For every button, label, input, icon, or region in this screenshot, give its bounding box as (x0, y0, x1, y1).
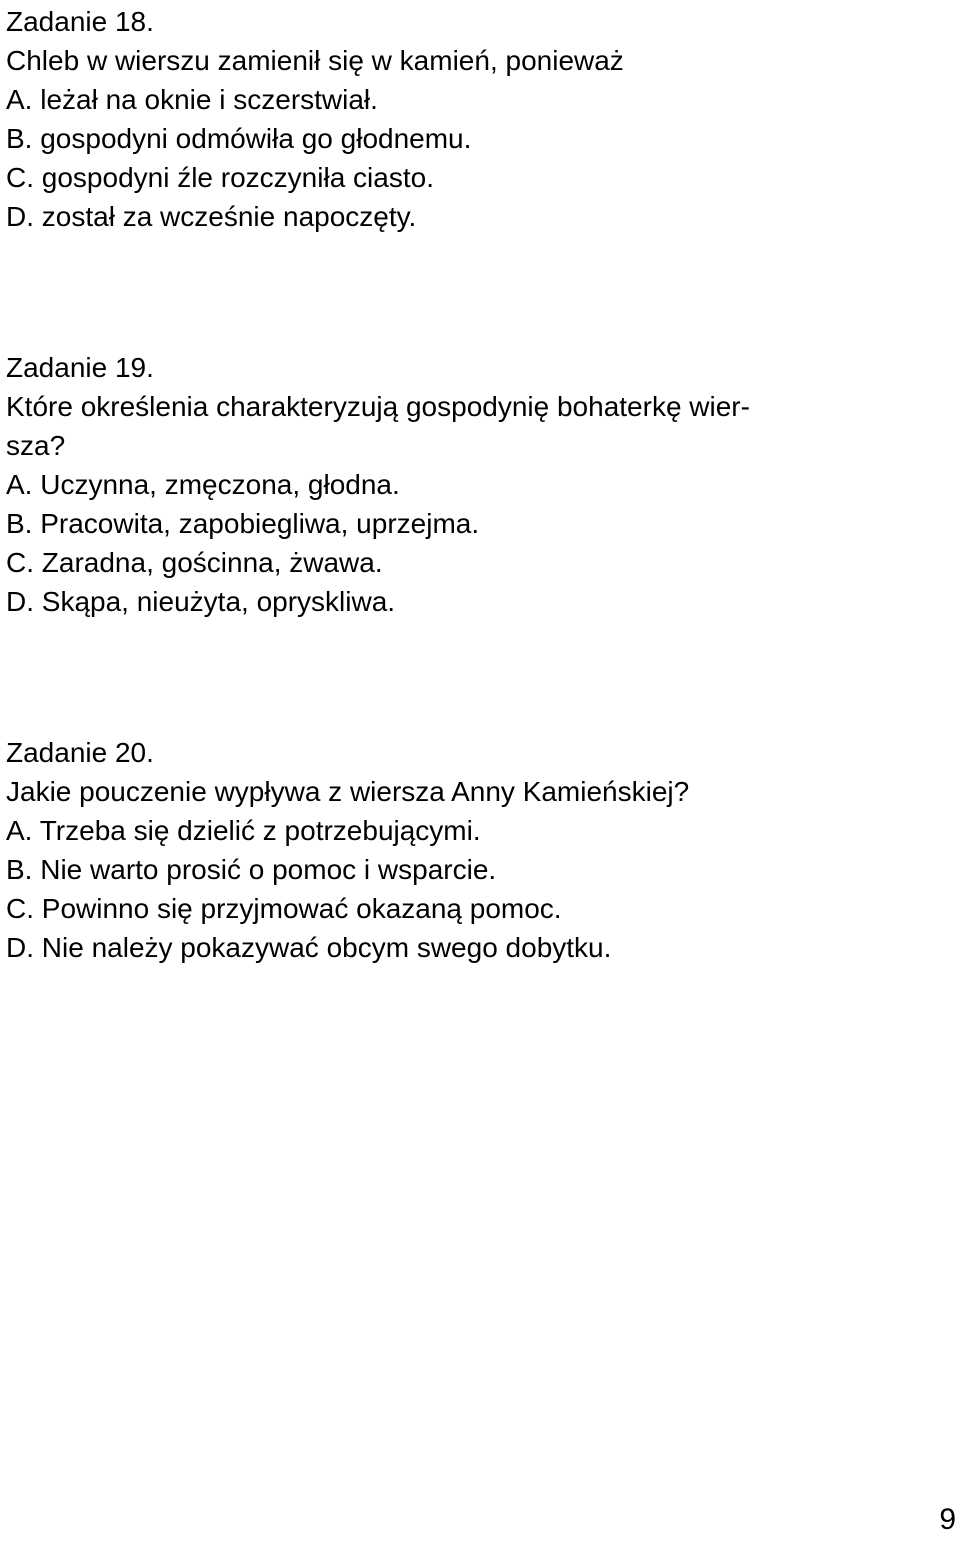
answer-option-b: B. Pracowita, zapobiegliwa, uprzejma. (6, 508, 480, 539)
task-question: Jakie pouczenie wypływa z wiersza Anny Kamieńskiej? (6, 776, 690, 807)
task-question-line-1: Które określenia charakteryzują gospodynię bohaterkę wier- (6, 391, 750, 422)
task-title: Zadanie 20. (6, 737, 154, 768)
task-question-line-2: sza? (6, 430, 66, 461)
answer-option-d: D. został za wcześnie napoczęty. (6, 201, 417, 232)
answer-option-b: B. Nie warto prosić o pomoc i wsparcie. (6, 854, 497, 885)
answer-option-d: D. Nie należy pokazywać obcym swego dobytku. (6, 932, 612, 963)
answer-option-c: C. Zaradna, gościnna, żwawa. (6, 547, 383, 578)
task-question: Chleb w wierszu zamienił się w kamień, ponieważ (6, 45, 624, 76)
answer-option-b: B. gospodyni odmówiła go głodnemu. (6, 123, 472, 154)
task-title: Zadanie 18. (6, 6, 154, 37)
page-number: 9 (939, 1503, 956, 1536)
answer-option-c: C. Powinno się przyjmować okazaną pomoc. (6, 893, 562, 924)
task-20 (6, 733, 689, 967)
answer-option-a: A. Trzeba się dzielić z potrzebującymi. (6, 815, 481, 846)
answer-option-a: A. Uczynna, zmęczona, głodna. (6, 469, 400, 500)
answer-option-a: A. leżał na oknie i sczerstwiał. (6, 84, 378, 115)
task-19 (6, 348, 946, 621)
answer-option-c: C. gospodyni źle rozczyniła ciasto. (6, 162, 434, 193)
task-title: Zadanie 19. (6, 352, 154, 383)
task-18 (6, 2, 624, 236)
answer-option-d: D. Skąpa, nieużyta, opryskliwa. (6, 586, 396, 617)
